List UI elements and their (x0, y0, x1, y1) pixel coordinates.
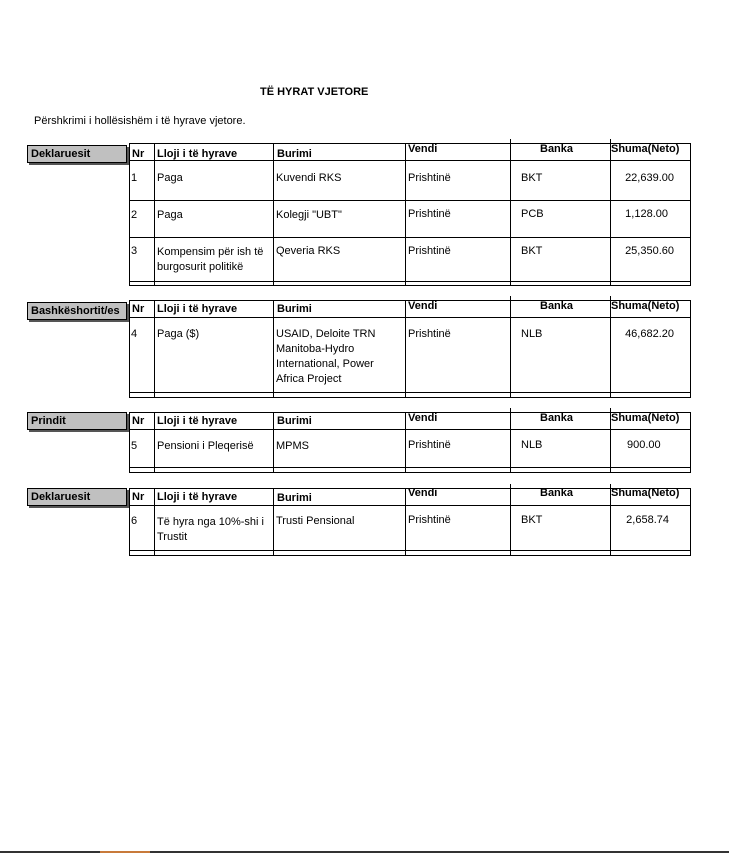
page-subtitle: Përshkrimi i hollësishëm i të hyrave vjetore. (34, 115, 246, 127)
income-table (129, 488, 691, 560)
header-shuma: Shuma(Neto) (611, 412, 680, 424)
income-table (129, 412, 691, 474)
section-label: Deklaruesit (27, 145, 127, 163)
cell-vendi: Prishtinë (408, 328, 451, 340)
header-shuma: Shuma(Neto) (611, 487, 680, 499)
header-lloji: Lloji i të hyrave (157, 303, 238, 315)
section-label: Bashkëshortit/es (27, 302, 127, 320)
header-burimi: Burimi (277, 303, 312, 315)
cell-banka: NLB (521, 439, 543, 451)
cell-nr: 6 (131, 515, 138, 527)
header-vendi: Vendi (408, 143, 438, 155)
cell-burimi: Trusti Pensional (276, 515, 355, 527)
page-bottom-accent (100, 851, 150, 853)
cell-vendi: Prishtinë (408, 514, 451, 526)
cell-banka: BKT (521, 514, 543, 526)
header-vendi: Vendi (408, 487, 438, 499)
cell-banka: BKT (521, 172, 543, 184)
page-title: TË HYRAT VJETORE (260, 86, 369, 98)
cell-vendi: Prishtinë (408, 245, 451, 257)
cell-shuma: 46,682.20 (625, 328, 674, 340)
section-label: Prindit (27, 412, 127, 430)
header-banka: Banka (540, 487, 574, 499)
cell-burimi: USAID, Deloite TRN Manitoba-Hydro International, Power Africa Project (276, 328, 376, 385)
header-lloji: Lloji i të hyrave (157, 148, 238, 160)
header-vendi: Vendi (408, 300, 438, 312)
cell-lloji: Paga ($) (157, 328, 200, 340)
header-shuma: Shuma(Neto) (611, 143, 680, 155)
cell-shuma: 1,128.00 (625, 208, 668, 220)
cell-lloji: Paga (157, 209, 183, 221)
cell-banka: NLB (521, 328, 543, 340)
header-burimi: Burimi (277, 415, 312, 427)
cell-burimi: Qeveria RKS (276, 245, 341, 257)
section-label: Deklaruesit (27, 488, 127, 506)
cell-lloji: Kompensim për ish të burgosurit politikë (157, 246, 264, 273)
header-nr: Nr (132, 303, 145, 315)
cell-banka: PCB (521, 208, 544, 220)
header-lloji: Lloji i të hyrave (157, 491, 238, 503)
cell-shuma: 22,639.00 (625, 172, 674, 184)
income-table (129, 143, 691, 288)
cell-lloji: Të hyra nga 10%-shi i Trustit (157, 516, 264, 543)
cell-vendi: Prishtinë (408, 208, 451, 220)
cell-shuma: 25,350.60 (625, 245, 674, 257)
cell-vendi: Prishtinë (408, 439, 451, 451)
cell-burimi: Kuvendi RKS (276, 172, 342, 184)
cell-vendi: Prishtinë (408, 172, 451, 184)
header-burimi: Burimi (277, 148, 312, 160)
cell-nr: 5 (131, 440, 138, 452)
header-banka: Banka (540, 300, 574, 312)
header-nr: Nr (132, 415, 145, 427)
header-banka: Banka (540, 412, 574, 424)
header-lloji: Lloji i të hyrave (157, 415, 238, 427)
cell-shuma: 2,658.74 (626, 514, 669, 526)
cell-burimi: MPMS (276, 440, 309, 452)
header-nr: Nr (132, 148, 145, 160)
income-table (129, 300, 691, 400)
cell-nr: 2 (131, 209, 138, 221)
cell-burimi: Kolegji "UBT" (276, 209, 342, 221)
header-nr: Nr (132, 491, 145, 503)
cell-nr: 1 (131, 172, 138, 184)
cell-nr: 4 (131, 328, 138, 340)
header-shuma: Shuma(Neto) (611, 300, 680, 312)
cell-banka: BKT (521, 245, 543, 257)
cell-nr: 3 (131, 245, 138, 257)
cell-lloji: Pensioni i Pleqerisë (157, 440, 254, 452)
cell-shuma: 900.00 (627, 439, 661, 451)
cell-lloji: Paga (157, 172, 183, 184)
header-banka: Banka (540, 143, 574, 155)
header-burimi: Burimi (277, 492, 312, 504)
header-vendi: Vendi (408, 412, 438, 424)
